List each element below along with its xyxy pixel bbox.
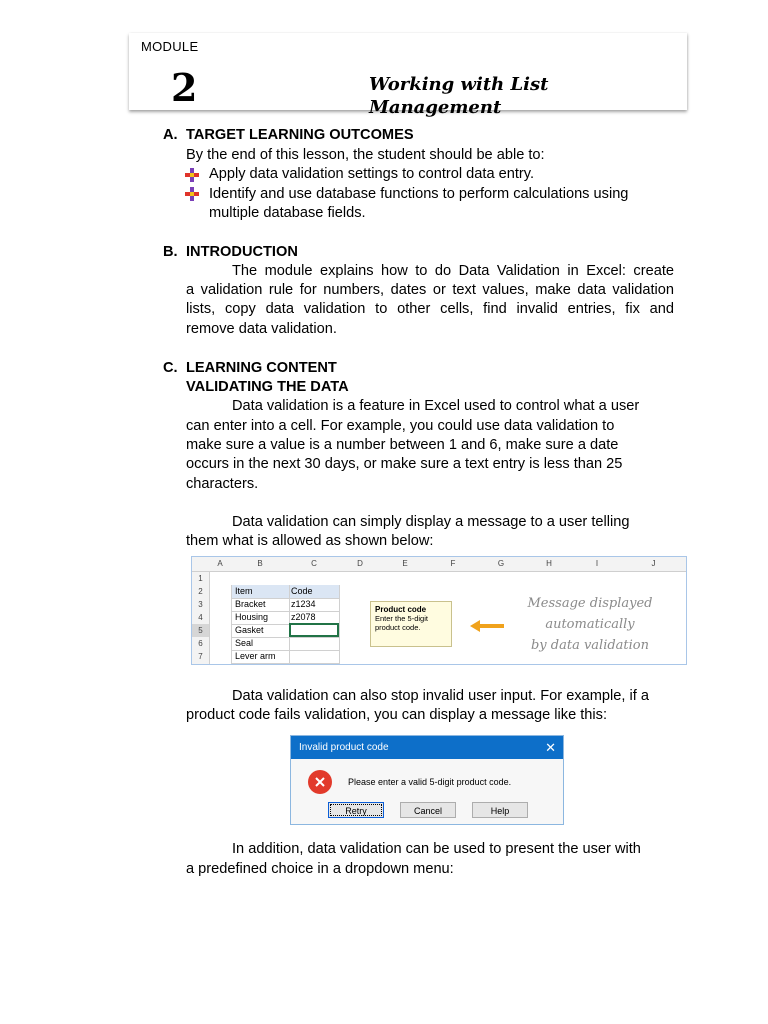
cancel-button[interactable]: Cancel [400,802,456,818]
column-header: D [339,557,381,572]
section-c-letter: C. [163,360,178,376]
tooltip-line: product code. [375,623,421,632]
content-line: occurs in the next 30 days, or make sure a text entry is less than 25 [186,456,623,472]
content-line: them what is allowed as shown below: [186,533,434,549]
dialog-message: Please enter a valid 5-digit product code. [348,777,512,787]
intro-line: remove data validation. [186,321,337,337]
input-message-tooltip [370,601,452,647]
tooltip-line: Enter the 5-digit [375,614,428,623]
bullet-item-continued: multiple database fields. [209,205,366,221]
content-line: In addition, data validation can be used to present the user with [232,841,641,857]
column-header: B [231,557,289,572]
content-line: Data validation can also stop invalid user input. For example, if a [232,688,649,704]
section-b-letter: B. [163,244,178,260]
close-icon[interactable]: ✕ [545,740,556,755]
column-header: F [429,557,477,572]
annotation-text [520,593,660,656]
content-line: characters. [186,476,259,492]
row-divider [232,663,340,664]
section-c-subtitle: VALIDATING THE DATA [186,379,349,395]
module-number: 2 [171,65,198,110]
row-header: 6 [192,637,210,650]
select-all-corner [192,557,209,572]
column-header: E [381,557,429,572]
table-cell: Bracket [235,599,266,609]
column-header: I [573,557,621,572]
content-line: product code fails validation, you can display a message like this: [186,707,608,723]
intro-line: The module explains how to do Data Validation in Excel: create [232,263,674,279]
row-header: 1 [192,572,210,585]
column-header: H [525,557,573,572]
bullet-item: Apply data validation settings to control data entry. [209,166,535,182]
annotation-line: by data validation [530,638,650,653]
annotation-line: automatically [545,617,635,632]
section-a-intro: By the end of this lesson, the student should be able to: [186,147,545,163]
retry-button[interactable]: Retry [328,802,384,818]
dialog-title-bar [291,736,563,759]
table-cell: z1234 [291,599,316,609]
module-label: MODULE [141,39,199,54]
arrow-left-icon [470,619,506,633]
content-line: Data validation can simply display a message to a user telling [232,514,630,530]
column-header: C [289,557,339,572]
table-header: Code [291,586,313,596]
content-line: can enter into a cell. For example, you could use data validation to [186,418,615,434]
bullet-icon [185,187,199,201]
row-header: 2 [192,585,210,598]
bullet-icon [185,168,199,182]
table-header: Item [235,586,253,596]
row-header: 3 [192,598,210,611]
content-line: make sure a value is a number between 1 and 6, make sure a date [186,437,619,453]
content-line: Data validation is a feature in Excel used to control what a user [232,398,640,414]
annotation-line: Message displayed [527,596,653,611]
dialog-title: Invalid product code [299,742,389,753]
section-a-title: TARGET LEARNING OUTCOMES [186,127,414,143]
tooltip-title: Product code [375,605,427,614]
column-header: J [621,557,686,572]
help-button[interactable]: Help [472,802,528,818]
section-c-title: LEARNING CONTENT [186,360,337,376]
table-cell: Lever arm [235,651,276,661]
row-header: 5 [192,624,210,637]
invalid-entry-dialog [290,735,564,825]
table-cell: z2078 [291,612,316,622]
column-header: G [477,557,525,572]
content-line: a predefined choice in a dropdown menu: [186,861,454,877]
section-a-letter: A. [163,127,178,143]
column-header: A [209,557,231,572]
module-title: Working with List Management [369,74,549,118]
module-header [129,33,687,118]
active-cell[interactable] [289,623,339,637]
intro-line: a validation rule for numbers, dates or text values, make data validation [186,282,674,298]
intro-line: lists, copy data validation to other cells, find invalid entries, fix and [186,301,674,317]
excel-screenshot [191,556,687,665]
row-header: 4 [192,611,210,624]
error-icon [308,770,332,794]
row-header: 7 [192,650,210,664]
section-b-title: INTRODUCTION [186,244,298,260]
table-cell: Seal [235,638,254,648]
bullet-item: Identify and use database functions to perform calculations using [209,186,629,202]
table-cell: Gasket [235,625,264,635]
table-cell: Housing [235,612,269,622]
